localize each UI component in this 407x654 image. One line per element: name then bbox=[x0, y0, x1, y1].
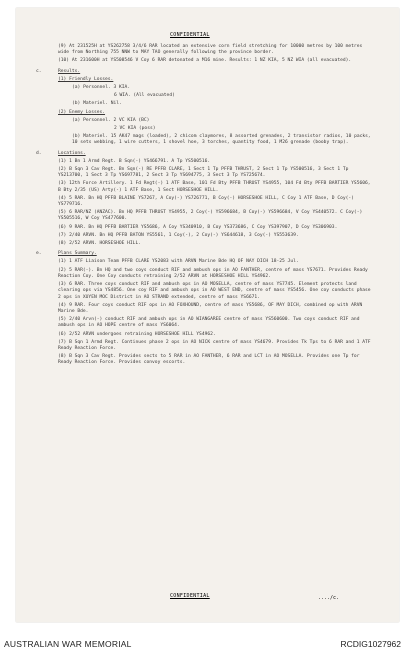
plan-item: (3) 6 RAR. Three coys conduct RIF and ambush ops in AO MOSELLA, centre of mass YS7745. Element protects land clearing ops via YS4856. One coy RIF and ambush ops in AO WEST END, centre of mass YS5456. One coy conducts phase 2 ops in XUYEN MOC District in AO STRAND extended, centre of mass YS6671. bbox=[58, 282, 371, 300]
plans-section bbox=[36, 251, 376, 366]
enemy-personnel: (a) Personnel. 2 VC KIA (BC) bbox=[72, 117, 150, 123]
enemy-materiel: (b) Materiel. 15 AK47 mags (loaded), 2 chicom claymores, 8 assorted grenades, 2 transistor radios, 10 packs, 10 sets webbing, 1 wire cutters, 1 shovel hoe, 3 torches, quantity food, 1 M26 grenade (booby trap). bbox=[72, 134, 371, 146]
enemy-personnel-2: 2 VC KIA (poss) bbox=[114, 126, 156, 132]
para-10: (10) At 231600H at YS508546 V Coy 6 RAR detonated a M16 mine. Results: 1 NZ KIA, 5 NZ WIA (all evacuated). bbox=[58, 58, 352, 64]
plans-label: e. bbox=[36, 251, 42, 257]
location-item: (8) 2/52 ARVN. HORSESHOE HILL. bbox=[58, 241, 141, 247]
location-item: (1) 1 Bn 1 Armd Regt. B Sqn(-) YS466791. A Tp YS500516. bbox=[58, 158, 211, 164]
plan-item: (2) 5 RAR(-). Bn HQ and two coys conduct RIF and ambush ops in AO FANTHER, centre of mass YS7671. Provides Ready Reaction Coy. One Coy conducts retraining 2/52 ARVN at HORSESHOE HILL YS4962. bbox=[58, 267, 368, 279]
friendly-personnel-2: 6 WIA. (All evacuated) bbox=[114, 93, 175, 99]
locations-title: Locations. bbox=[58, 150, 86, 156]
location-item: (6) 9 RAR. Bn HQ PFFB BARTIER YS5686, A Coy YS340910, B Coy YS373686, C Coy YS397907, D Coy YS306903. bbox=[58, 224, 338, 230]
friendly-personnel: (a) Personnel. 3 KIA. bbox=[72, 85, 131, 91]
plan-item: (8) B Sqn 3 Cav Regt. Provides sects to 5 RAR in AO FANTHER, 6 RAR and LCT in AO MOSELLA. Provides one Tp for Ready Reaction Force. Provides convoy escorts. bbox=[58, 354, 360, 366]
archive-footer bbox=[0, 630, 407, 654]
location-item: (5) 6 RAR/NZ (ANZAC). Bn HQ PFFB THRUST YS4955, 2 Coy(-) YS596684, B Coy(-) YS596684, V Coy YS440572. C Coy(-) YS505516, W Coy YS477600. bbox=[58, 210, 363, 222]
friendly-losses-title: (1) Friendly Losses. bbox=[58, 76, 114, 82]
classification-top: CONFIDENTIAL bbox=[170, 32, 210, 38]
locations-section bbox=[36, 150, 376, 248]
plan-item: (1) 1 ATF Liaison Team PFFB CLARE YS2083 with ARVN Marine Bde HQ OF NAY DICH 18-25 Jul. bbox=[58, 259, 299, 265]
continuation-marker: ..../c. bbox=[318, 595, 340, 601]
plan-item: (5) 2/40 Arvn(-) conduct RIF and ambush ops in AO WIANGAREE centre of mass YS560600. Two coys conduct RIF and ambush ops in AO HOPE centre of mass YS6064. bbox=[58, 317, 360, 329]
document-body bbox=[36, 30, 376, 369]
enemy-losses-title: (2) Enemy Losses. bbox=[58, 109, 106, 115]
archive-record-id: RCDIG1027962 bbox=[340, 639, 401, 649]
results-title: Results. bbox=[58, 68, 81, 74]
plan-item: (7) B Sqn 1 Armd Regt. Continues phase 2 ops in AO NICK centre of mass YS4679. Provides Tk Tps to 6 RAR and 1 ATF Ready Reaction Force. bbox=[58, 339, 371, 351]
location-item: (2) B Sqn 3 Cav Regt. Bn Sqn(-) RE PFFB CLARE, 1 Sect 1 Tp PFFB THRUST, 2 Sect 1 Tp YS500516, 3 Sect 1 Tp YS213700, 1 Sect 3 Tp YS697781, 2 Sect 3 Tp YS694775, 3 Sect 3 Tp YS725674. bbox=[58, 167, 349, 179]
plan-item: (6) 2/52 ARVN undergoes retraining HORSESHOE HILL YS4962. bbox=[58, 331, 216, 337]
location-item: (3) 12th Force Artillery. 1 Fd Regt(-) 1 ATF Base, 101 Fd Bty PFFB THRUST YS4955, 104 Fd Bty PFFB BARTIER YS5606, B Bty 2/35 (US) Arty(-) 1 ATF Base, 1 Sect HORSESHOE HILL. bbox=[58, 181, 371, 193]
friendly-materiel: (b) Materiel. Nil. bbox=[72, 101, 122, 107]
plan-item: (4) 9 RAR. Four coys conduct RIF ops in AO FOXHOUND, centre of mass YS5686, OF MAY DICH, combined op with ARVN Marine Bde. bbox=[58, 302, 363, 314]
locations-label: d. bbox=[36, 150, 42, 156]
results-section bbox=[36, 68, 376, 147]
classification-bottom: CONFIDENTIAL bbox=[170, 593, 210, 599]
results-label: c. bbox=[36, 68, 42, 74]
location-item: (7) 2/40 ARVN. Bn HQ PFFB BATON YS5561, 1 Coy(-), 2 Coy(-) YS644618, 3 Coy(-) YS553639. bbox=[58, 232, 299, 238]
archive-name: AUSTRALIAN WAR MEMORIAL bbox=[4, 639, 132, 649]
para-9: (9) At 231525H at YS262758 3/4/6 RAR located an extensive corn field stretching for 10000 metres by 100 metres wide from Northing 755 NNW to MAY TAO generally following the province border. bbox=[58, 44, 363, 56]
plans-title: Plans Summary. bbox=[58, 251, 97, 257]
location-item: (4) 5 RAR. Bn HQ PFFB BLAINE YS7267, A Coy(-) YS726771, B Coy(-) HORSESHOE HILL, C Coy 1 ATF Base, D Coy(-) YS779716. bbox=[58, 195, 354, 208]
